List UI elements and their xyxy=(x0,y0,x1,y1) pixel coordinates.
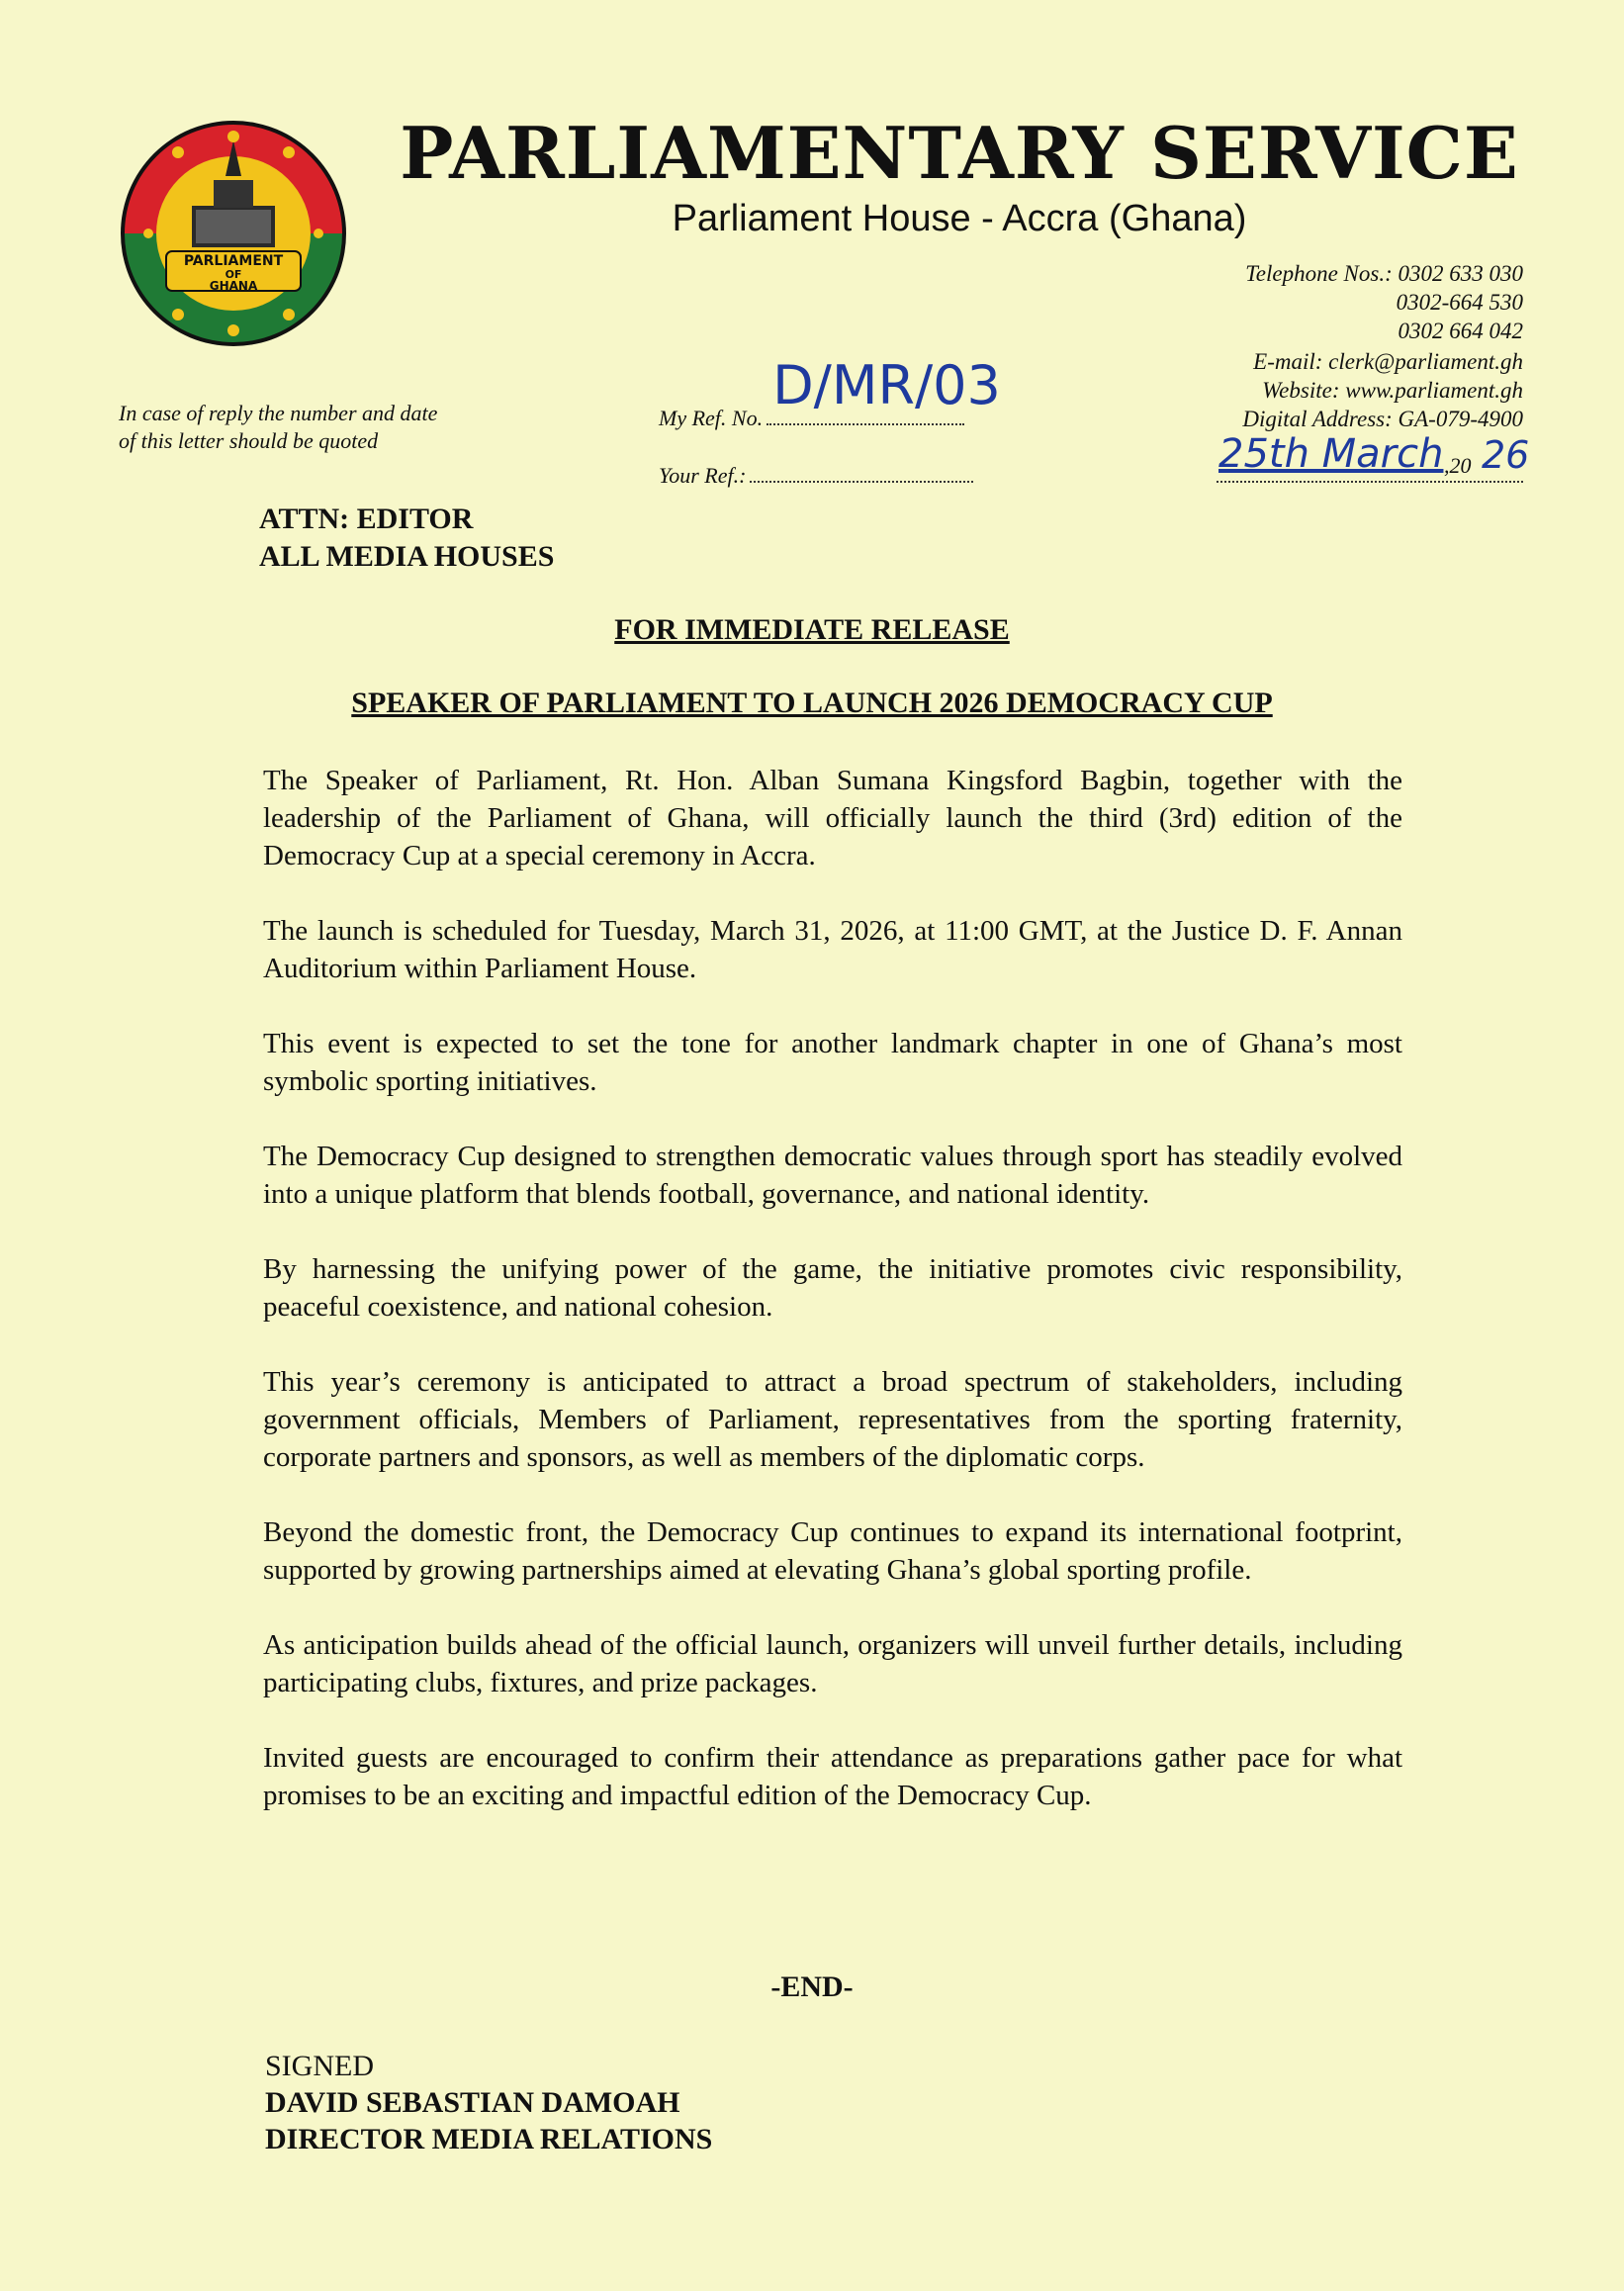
date-handwritten: 25th March xyxy=(1218,431,1444,477)
email-line: E-mail: clerk@parliament.gh xyxy=(1253,349,1523,374)
date-field xyxy=(1217,431,1530,483)
my-ref-field xyxy=(767,354,1001,425)
paragraph: The launch is scheduled for Tuesday, March 31, 2026, at 11:00 GMT, at the Justice D. F. Annan Auditorium within Parliament House. xyxy=(263,915,1402,984)
website-line: Website: www.parliament.gh xyxy=(1262,378,1523,403)
organization-title: PARLIAMENTARY SERVICE xyxy=(400,111,1519,195)
headline: SPEAKER OF PARLIAMENT TO LAUNCH 2026 DEMOCRACY CUP xyxy=(351,687,1273,719)
parliament-crest-logo xyxy=(119,119,348,348)
svg-text:OF: OF xyxy=(225,268,242,281)
paragraph: The Democracy Cup designed to strengthen democratic values through sport has steadily evolved into a unique platform that blends football, governance, and national identity. xyxy=(263,1141,1402,1210)
signatory-title: DIRECTOR MEDIA RELATIONS xyxy=(265,2123,713,2155)
paragraph: Invited guests are encouraged to confirm their attendance as preparations gather pace for what promises to be an exciting and impactful edition of the Democracy Cup. xyxy=(263,1742,1402,1811)
your-ref-label: Your Ref.: xyxy=(659,463,747,488)
telephone-line-3: 0302 664 042 xyxy=(1398,319,1523,343)
paragraph: Beyond the domestic front, the Democracy Cup continues to expand its international footprint, supported by growing partnerships aimed at elevating Ghana’s global sporting profile. xyxy=(263,1516,1402,1586)
telephone-line-2: 0302-664 530 xyxy=(1396,290,1523,315)
paragraph: By harnessing the unifying power of the game, the initiative promotes civic responsibility, peaceful coexistence, and national cohesion. xyxy=(263,1253,1402,1323)
svg-text:PARLIAMENT: PARLIAMENT xyxy=(183,253,284,269)
date-year-handwritten: 26 xyxy=(1482,433,1530,477)
signature-block xyxy=(265,2048,712,2157)
paragraph: This year’s ceremony is anticipated to attract a broad spectrum of stakeholders, including government officials, Members of Parliament, representatives from the sporting fraternity, corporate partners and sponsors, as well as members of the diplomatic corps. xyxy=(263,1366,1402,1473)
attention-block xyxy=(259,501,554,576)
paragraph: As anticipation builds ahead of the official launch, organizers will unveil further details, including participating clubs, fixtures, and prize packages. xyxy=(263,1629,1402,1698)
my-ref-row xyxy=(659,354,1001,431)
my-ref-handwritten: D/MR/03 xyxy=(772,354,1001,416)
attention-line-2: ALL MEDIA HOUSES xyxy=(259,540,555,573)
signed-label: SIGNED xyxy=(265,2050,374,2082)
date-year-prefix: ,20 xyxy=(1444,453,1472,478)
organization-subtitle: Parliament House - Accra (Ghana) xyxy=(672,198,1247,239)
your-ref-row xyxy=(659,457,973,489)
end-mark: -END- xyxy=(770,1970,854,2003)
body-text xyxy=(263,762,1402,1852)
paragraph: This event is expected to set the tone for another landmark chapter in one of Ghana’s most symbolic sporting initiatives. xyxy=(263,1028,1402,1097)
attention-line-1: ATTN: EDITOR xyxy=(259,503,474,535)
reply-note: In case of reply the number and date of this letter should be quoted xyxy=(119,401,438,453)
svg-text:GHANA: GHANA xyxy=(209,279,258,293)
paragraph: The Speaker of Parliament, Rt. Hon. Alban Sumana Kingsford Bagbin, together with the leadership of the Parliament of Ghana, will officially launch the third (3rd) edition of the Democracy Cup at a special ceremony in Accra. xyxy=(263,765,1402,871)
your-ref-field xyxy=(750,457,973,483)
signatory-name: DAVID SEBASTIAN DAMOAH xyxy=(265,2086,680,2119)
release-heading: FOR IMMEDIATE RELEASE xyxy=(614,613,1010,646)
my-ref-label: My Ref. No. xyxy=(659,406,764,430)
digital-address-line: Digital Address: GA-079-4900 xyxy=(1242,407,1523,431)
telephone-line-1: Telephone Nos.: 0302 633 030 xyxy=(1245,261,1523,286)
